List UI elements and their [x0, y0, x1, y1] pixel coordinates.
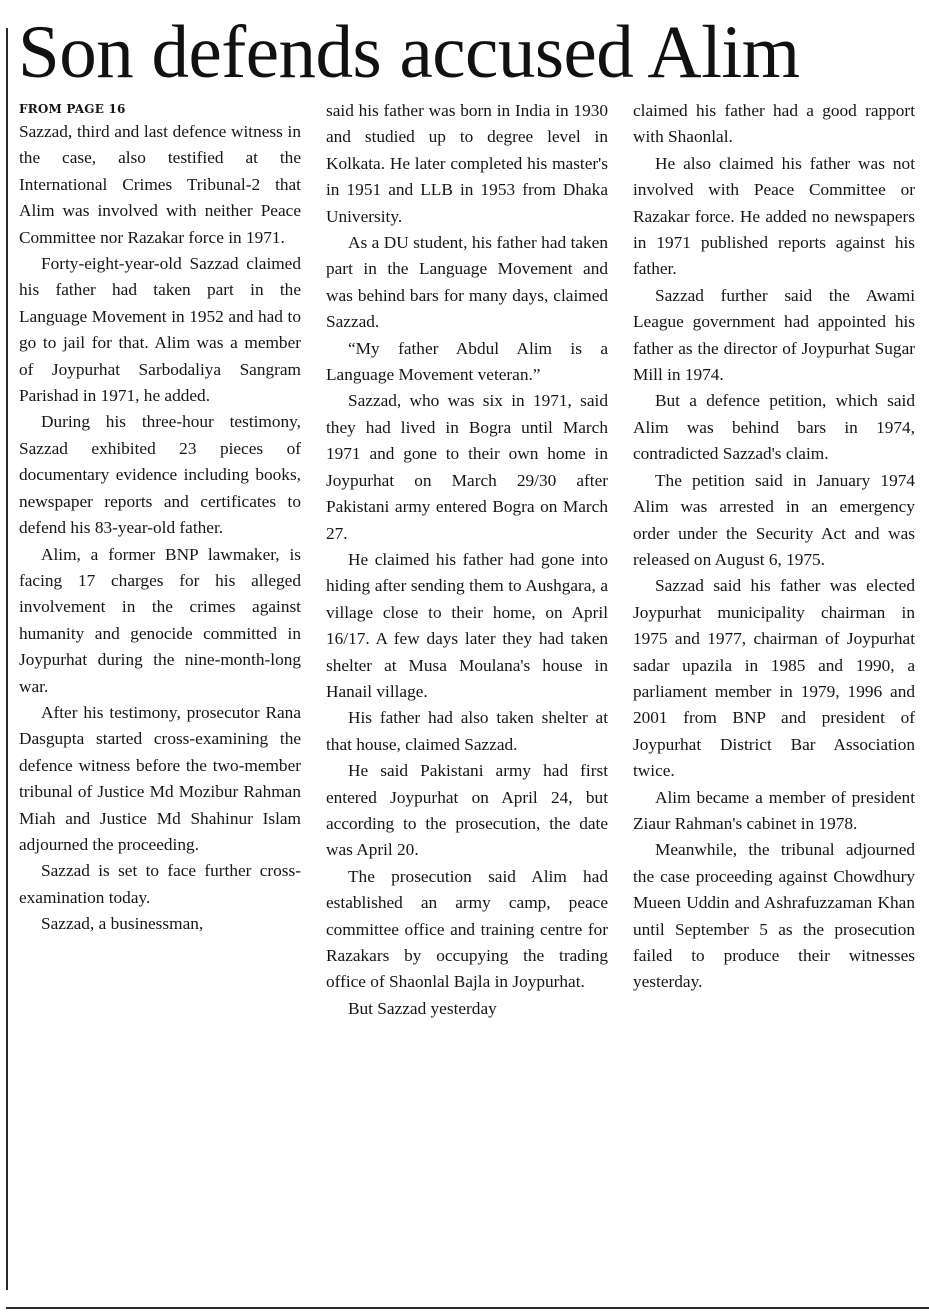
paragraph: As a DU student, his father had taken part in the Language Movement and was behind bars for many days, claimed Sazzad.	[326, 233, 608, 332]
paragraph: Sazzad is set to face further cross-examination today.	[19, 861, 301, 907]
column-3	[633, 98, 915, 1298]
paragraph: Meanwhile, the tribunal adjourned the case proceeding against Chowdhury Mueen Uddin and Ashrafuzzaman Khan until September 5 as the prosecution failed to produce their witnesses yesterday.	[633, 840, 915, 992]
paragraph: Alim, a former BNP lawmaker, is facing 17 charges for his alleged involvement in the crimes against humanity and genocide committed in Joypurhat during the nine-month-long war.	[19, 544, 301, 696]
paragraph: He also claimed his father was not involved with Peace Committee or Razakar force. He added no newspapers in 1971 published reports against his father.	[633, 153, 915, 279]
left-column-rule	[6, 28, 8, 1290]
paragraph: claimed his father had a good rapport with Shaonlal.	[633, 101, 915, 147]
column-1	[19, 98, 301, 1298]
paragraph: The petition said in January 1974 Alim was arrested in an emergency order under the Security Act and was released on August 6, 1975.	[633, 470, 915, 569]
paragraph: Sazzad, a businessman,	[41, 914, 204, 934]
bottom-rule	[6, 1307, 929, 1309]
paragraph: But a defence petition, which said Alim was behind bars in 1974, contradicted Sazzad's claim.	[633, 391, 915, 464]
paragraph: Sazzad said his father was elected Joypurhat municipality chairman in 1975 and 1977, chairman of Joypurhat sadar upazila in 1985 and 1990, a parliament member in 1979, 1996 and 2001 from BNP and president of Joypurhat District Bar Association twice.	[633, 576, 915, 781]
paragraph: Forty-eight-year-old Sazzad claimed his father had taken part in the Language Movement in 1952 and had to go to jail for that. Alim was a member of Joypurhat Sarbodaliya Sangram Parishad in 1971, he added.	[19, 254, 301, 406]
paragraph: “My father Abdul Alim is a Language Movement veteran.”	[326, 338, 608, 385]
article-body	[19, 98, 915, 1298]
paragraph: His father had also taken shelter at that house, claimed Sazzad.	[326, 708, 608, 754]
page-continuation-kicker: FROM PAGE 16	[19, 102, 126, 116]
paragraph: But Sazzad yesterday	[348, 998, 497, 1018]
paragraph: He said Pakistani army had first entered Joypurhat on April 24, but according to the prosecution, the date was April 20.	[326, 761, 608, 860]
paragraph: He claimed his father had gone into hiding after sending them to Aushgara, a village close to their home, on April 16/17. A few days later they had taken shelter at Musa Moulana's house in Hanail village.	[326, 549, 608, 701]
paragraph: Sazzad further said the Awami League government had appointed his father as the director of Joypurhat Sugar Mill in 1974.	[633, 285, 915, 385]
paragraph: Sazzad, third and last defence witness in the case, also testified at the International Crimes Tribunal-2 that Alim was involved with neither Peace Committee nor Razakar force in 1971.	[19, 122, 301, 247]
paragraph: said his father was born in India in 1930 and studied up to degree level in Kolkata. He later completed his master's in 1951 and LLB in 1953 from Dhaka University.	[326, 101, 608, 226]
paragraph: After his testimony, prosecutor Rana Dasgupta started cross-examining the defence witness before the two-member tribunal of Justice Md Mozibur Rahman Miah and Justice Md Shahinur Islam adjourned the proceeding.	[19, 702, 301, 854]
headline: Son defends accused Alim	[18, 11, 800, 94]
paragraph: During his three-hour testimony, Sazzad exhibited 23 pieces of documentary evidence including books, newspaper reports and certificates to defend his 83-year-old father.	[19, 412, 301, 538]
column-2	[326, 98, 608, 1298]
paragraph: The prosecution said Alim had established an army camp, peace committee office and training centre for Razakars by occupying the trading office of Shaonlal Bajla in Joypurhat.	[326, 866, 608, 992]
paragraph: Alim became a member of president Ziaur Rahman's cabinet in 1978.	[633, 787, 915, 833]
paragraph: Sazzad, who was six in 1971, said they had lived in Bogra until March 1971 and gone to their own home in Joypurhat on March 29/30 after Pakistani army entered Bogra on March 27.	[326, 391, 608, 543]
